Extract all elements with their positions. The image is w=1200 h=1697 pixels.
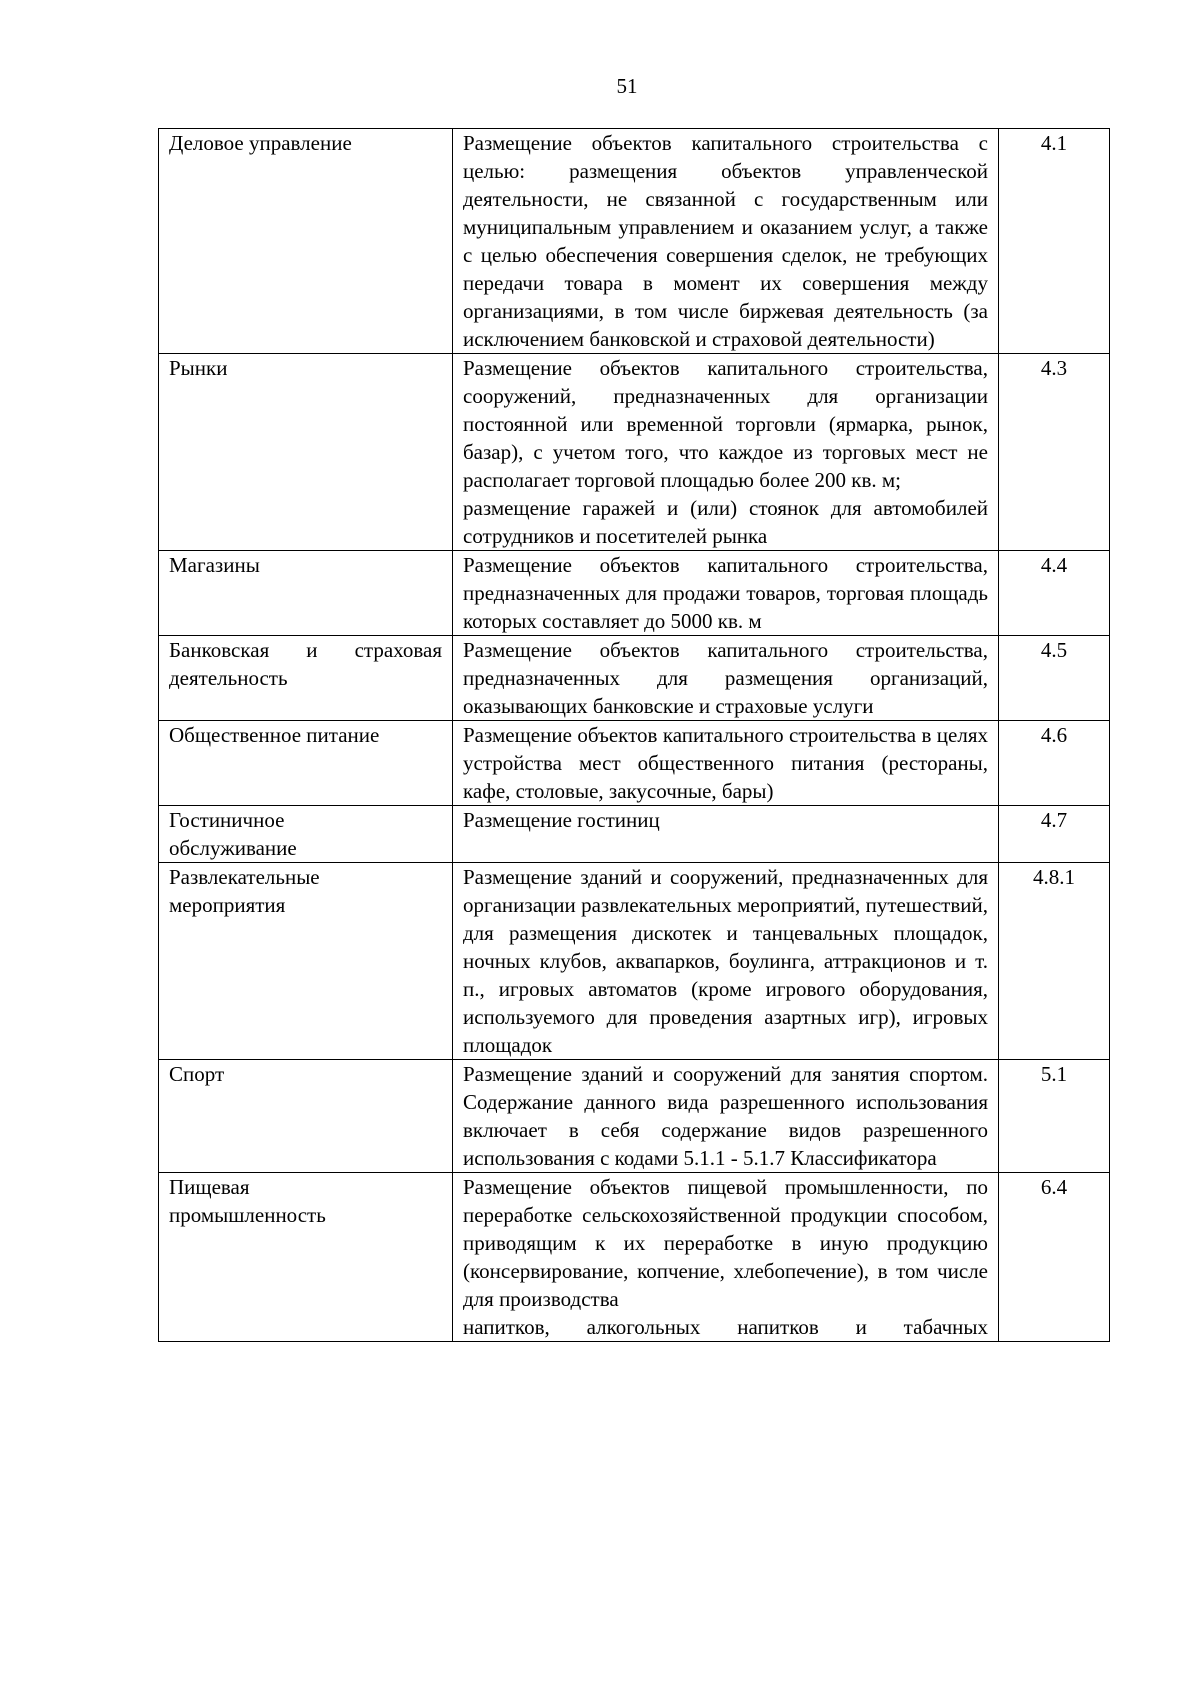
row-name: Общественное питание: [159, 721, 453, 806]
description-text: Размещение зданий и сооружений, предназначенных для организации развлекательных мероприятий, путешествий, для размещения дискотек и танцевальных площадок, ночных клубов, аквапарков, боулинга, аттракционов и т. п., игровых автоматов (кроме игрового оборудования, используемого для проведения азартных игр), игровых площадок: [463, 865, 988, 1057]
row-description: [453, 1173, 999, 1342]
row-name-text: Пищевая промышленность: [169, 1175, 326, 1227]
row-description: [453, 551, 999, 636]
description-text: напитков, алкогольных напитков и табачных: [463, 1315, 988, 1339]
row-name: [159, 806, 453, 863]
row-description: [453, 806, 999, 863]
row-name-text: Гостиничное обслуживание: [169, 808, 297, 860]
row-code: 4.6: [999, 721, 1110, 806]
row-code: 4.4: [999, 551, 1110, 636]
description-text: размещение гаражей и (или) стоянок для автомобилей сотрудников и посетителей рынка: [463, 496, 988, 548]
row-description: [453, 354, 999, 551]
description-text: Размещение объектов капитального строительства, сооружений, предназначенных для организации постоянной или временной торговли (ярмарка, рынок, базар), с учетом того, что каждое из торговых мест не располагает торговой площадью более 200 кв. м;: [463, 356, 988, 492]
description-text: Размещение объектов пищевой промышленности, по переработке сельскохозяйственной продукции способом, приводящим к их переработке в иную продукцию (консервирование, копчение, хлебопечение), в том числе для производства: [463, 1175, 988, 1311]
row-name: [159, 863, 453, 1060]
row-name: Банковская и страховая деятельность: [159, 636, 453, 721]
row-name: Рынки: [159, 354, 453, 551]
row-code: 4.8.1: [999, 863, 1110, 1060]
description-text: Размещение объектов капитального строительства с целью: размещения объектов управленческой деятельности, не связанной с государственным или муниципальным управлением и оказанием услуг, а также с целью обеспечения совершения сделок, не требующих передачи товара в момент их совершения между организациями, в том числе биржевая деятельность (за исключением банковской и страховой деятельности): [463, 131, 988, 351]
row-name: Спорт: [159, 1060, 453, 1173]
table-row: [159, 354, 1110, 551]
table-row: [159, 1060, 1110, 1173]
row-name: Магазины: [159, 551, 453, 636]
row-description: [453, 863, 999, 1060]
row-code: 6.4: [999, 1173, 1110, 1342]
row-description: [453, 129, 999, 354]
description-text: Размещение объектов капитального строительства, предназначенных для продажи товаров, торговая площадь которых составляет до 5000 кв. м: [463, 553, 988, 633]
row-name: Деловое управление: [159, 129, 453, 354]
table-row: [159, 806, 1110, 863]
row-code: 4.1: [999, 129, 1110, 354]
row-code: 5.1: [999, 1060, 1110, 1173]
row-name: [159, 1173, 453, 1342]
description-text: Размещение зданий и сооружений для занятия спортом. Содержание данного вида разрешенного использования включает в себя содержание видов разрешенного использования с кодами 5.1.1 - 5.1.7 Классификатора: [463, 1062, 988, 1170]
table-row: [159, 863, 1110, 1060]
description-text: Размещение объектов капитального строительства, предназначенных для размещения организаций, оказывающих банковские и страховые услуги: [463, 638, 988, 718]
row-description: [453, 1060, 999, 1173]
table-row: [159, 636, 1110, 721]
table-row: [159, 129, 1110, 354]
row-description: [453, 636, 999, 721]
table-row: [159, 721, 1110, 806]
page-number: 51: [616, 74, 638, 98]
row-code: 4.3: [999, 354, 1110, 551]
description-text: Размещение гостиниц: [463, 808, 660, 832]
table-row: [159, 551, 1110, 636]
land-use-table: [158, 128, 1110, 1342]
description-text: Размещение объектов капитального строительства в целях устройства мест общественного питания (рестораны, кафе, столовые, закусочные, бары): [463, 723, 988, 803]
row-description: [453, 721, 999, 806]
table-row: [159, 1173, 1110, 1342]
row-name-text: Развлекательные мероприятия: [169, 865, 320, 917]
row-code: 4.5: [999, 636, 1110, 721]
row-code: 4.7: [999, 806, 1110, 863]
